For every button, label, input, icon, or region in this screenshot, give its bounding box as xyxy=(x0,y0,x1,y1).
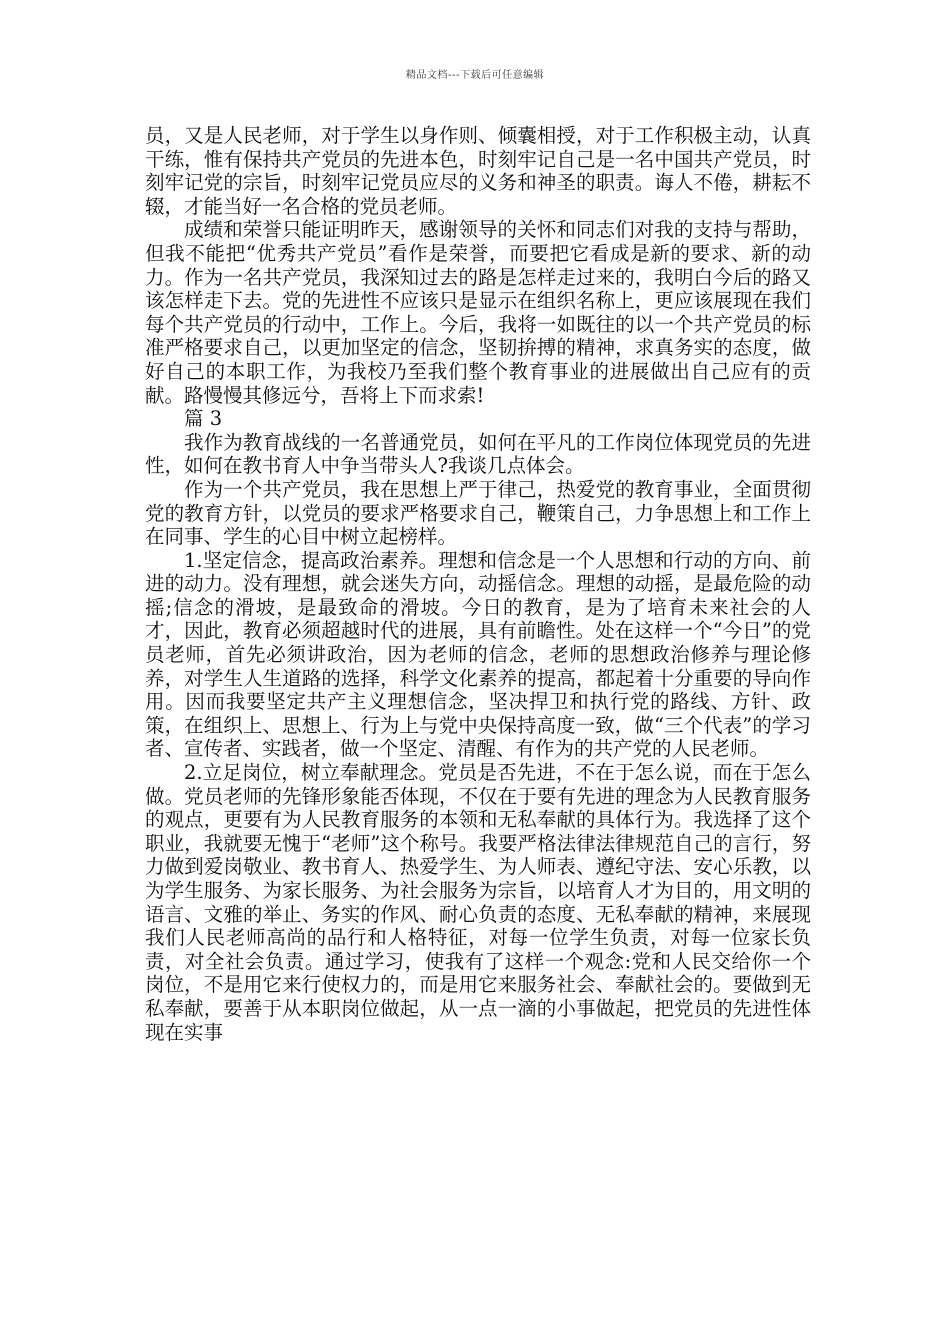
document-body xyxy=(145,124,811,1044)
page-header: 精品文档---下载后可任意编辑 xyxy=(405,70,545,81)
paragraph-6: 2.立足岗位，树立奉献理念。党员是否先进，不在于怎么说，而在于怎么做。党员老师的先锋形象能否体现，不仅在于要有先进的理念为人民教育服务的观点，更要有为人民教育服务的本领和无私奉献的具体行为。我选择了这个职业，我就要无愧于“老师”这个称号。我要严格法律法律规范自己的言行，努力做到爱岗敬业、教书育人、热爱学生、为人师表、遵纪守法、安心乐教，以为学生服务、为家长服务、为社会服务为宗旨，以培育人才为目的，用文明的语言、文雅的举止、务实的作风、耐心负责的态度、无私奉献的精神，来展现我们人民老师高尚的品行和人格特征，对每一位学生负责，对每一位家长负责，对全社会负责。通过学习，使我有了这样一个观念:党和人民交给你一个岗位，不是用它来行使权力的，而是用它来服务社会、奉献社会的。要做到无私奉献，要善于从本职岗位做起，从一点一滴的小事做起，把党员的先进性体现在实事 xyxy=(145,761,811,1044)
paragraph-4: 作为一个共产党员，我在思想上严于律己，热爱党的教育事业，全面贯彻党的教育方针，以党员的要求严格要求自己，鞭策自己，力争思想上和工作上在同事、学生的心目中树立起榜样。 xyxy=(145,477,811,549)
paragraph-1: 员，又是人民老师，对于学生以身作则、倾囊相授，对于工作积极主动，认真干练，惟有保持共产党员的先进本色，时刻牢记自己是一名中国共产党员，时刻牢记党的宗旨，时刻牢记党员应尽的义务和神圣的职责。诲人不倦，耕耘不辍，才能当好一名合格的党员老师。 xyxy=(145,124,811,218)
section-heading: 篇 3 xyxy=(184,407,223,431)
paragraph-5: 1.坚定信念，提高政治素养。理想和信念是一个人思想和行动的方向、前进的动力。没有理想，就会迷失方向，动摇信念。理想的动摇，是最危险的动摇;信念的滑坡，是最致命的滑坡。今日的教育，是为了培育未来社会的人才，因此，教育必须超越时代的进展，具有前瞻性。处在这样一个“今日”的党员老师，首先必须讲政治，因为老师的信念，老师的思想政治修养与理论修养，对学生人生道路的选择，科学文化素养的提高，都起着十分重要的导向作用。因而我要坚定共产主义理想信念，坚决捍卫和执行党的路线、方针、政策，在组织上、思想上、行为上与党中央保持高度一致，做“三个代表”的学习者、宣传者、实践者，做一个坚定、清醒、有作为的共产党的人民老师。 xyxy=(145,548,811,761)
paragraph-2: 成绩和荣誉只能证明昨天，感谢领导的关怀和同志们对我的支持与帮助，但我不能把“优秀共产党员”看作是荣誉，而要把它看成是新的要求、新的动力。作为一名共产党员，我深知过去的路是怎样走过来的，我明白今后的路又该怎样走下去。党的先进性不应该只是显示在组织名称上，更应该展现在我们每个共产党员的行动中，工作上。今后，我将一如既往的以一个共产党员的标准严格要求自己，以更加坚定的信念，坚韧拚搏的精神，求真务实的态度，做好自己的本职工作，为我校乃至我们整个教育事业的进展做出自己应有的贡献。路慢慢其修远兮，吾将上下而求索! xyxy=(145,218,811,407)
paragraph-3: 我作为教育战线的一名普通党员，如何在平凡的工作岗位体现党员的先进性，如何在教书育人中争当带头人?我谈几点体会。 xyxy=(145,430,811,478)
